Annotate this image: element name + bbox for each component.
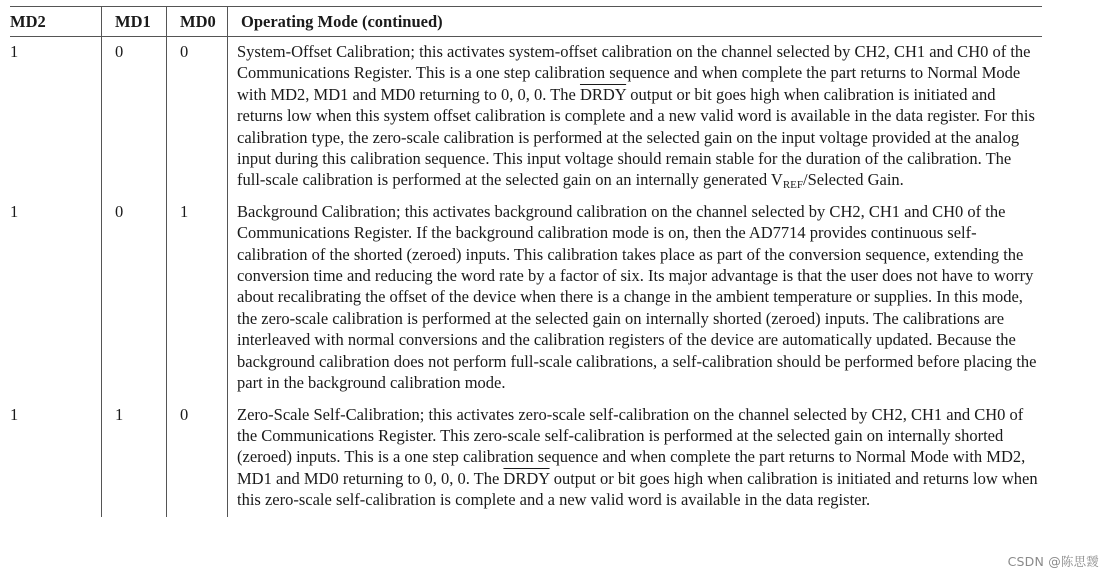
description-text: /Selected Gain. [803,170,904,190]
cell-description [227,37,1042,197]
drdy-overline-text: DRDY [579,84,627,104]
description-text: Zero-Scale Self-Calibration; this activates zero-scale self-calibration on the channel selected by CH2, CH1 and CH0 of the Communications Register. This zero-scale self-calibration is performed at the selected gain on internally shorted (zeroed) inputs. This is a one step calibration sequence and when complete the part returns to Normal Mode with MD2, MD1 and MD0 returning to 0, 0, 0. The [237,404,1026,488]
cell-md0: 0 [166,37,227,197]
description-text: output or bit goes high when calibration is initiated and returns low when this system offset calibration is complete and a new valid word is available in the data register. For this calibration type, the zero-scale calibration is performed at the selected gain on the input voltage provided at the analog input during this calibration sequence. This input voltage should remain stable for the duration of the calibration. The full-scale calibration is performed at the selected gain on an internally generated V [237,84,1035,190]
description-text: output or bit goes high when calibration is initiated and returns low when this zero-scale self-calibration is complete and a new valid word is available in the data register. [237,468,1038,510]
cell-md0: 0 [166,400,227,517]
cell-md1: 0 [101,37,166,197]
cell-description [227,400,1042,517]
header-operating-mode: Operating Mode (continued) [227,7,1042,36]
cell-md1: 1 [101,400,166,517]
cell-md0: 1 [166,197,227,400]
cell-description [227,197,1042,400]
header-md2: MD2 [10,12,46,31]
cell-md2: 1 [10,201,19,221]
table-header [10,6,1042,37]
operating-mode-table [10,6,1042,517]
header-md1: MD1 [101,7,166,36]
table-row [10,37,1042,197]
drdy-overline-text: DRDY [503,468,550,488]
cell-md2: 1 [10,404,19,424]
table-row [10,400,1042,517]
header-md0: MD0 [166,7,227,36]
description-text: Background Calibration; this activates background calibration on the channel selected by CH2, CH1 and CH0 of the Communications Register. If the background calibration mode is on, then the AD7714 provides continuous self-calibration of the shorted (zeroed) inputs. This calibration takes place as part of the conversion sequence, extending the conversion time and reducing the word rate by a factor of six. Its major advantage is that the user does not have to worry about recalibrating the offset of the device when there is a change in the ambient temperature or supplies. In this mode, the zero-scale calibration is performed at the selected gain on internally shorted (zeroed) inputs. The calibrations are interleaved with normal conversions and the calibration registers of the device are automatically updated. Because the background calibration does not perform full-scale calibrations, a self-calibration should be performed before placing the part in the background calibration mode. [237,201,1037,393]
cell-md1: 0 [101,197,166,400]
description-text: System-Offset Calibration; this activates system-offset calibration on the channel selected by CH2, CH1 and CH0 of the Communications Register. This is a one step calibration sequence and when complete the part returns to Normal Mode with MD2, MD1 and MD0 returning to 0, 0, 0. The [237,42,1031,104]
vref-subscript: REF [782,179,803,192]
watermark: CSDN @陈思靉 [1007,554,1099,569]
table-row [10,197,1042,400]
cell-md2: 1 [10,42,19,61]
